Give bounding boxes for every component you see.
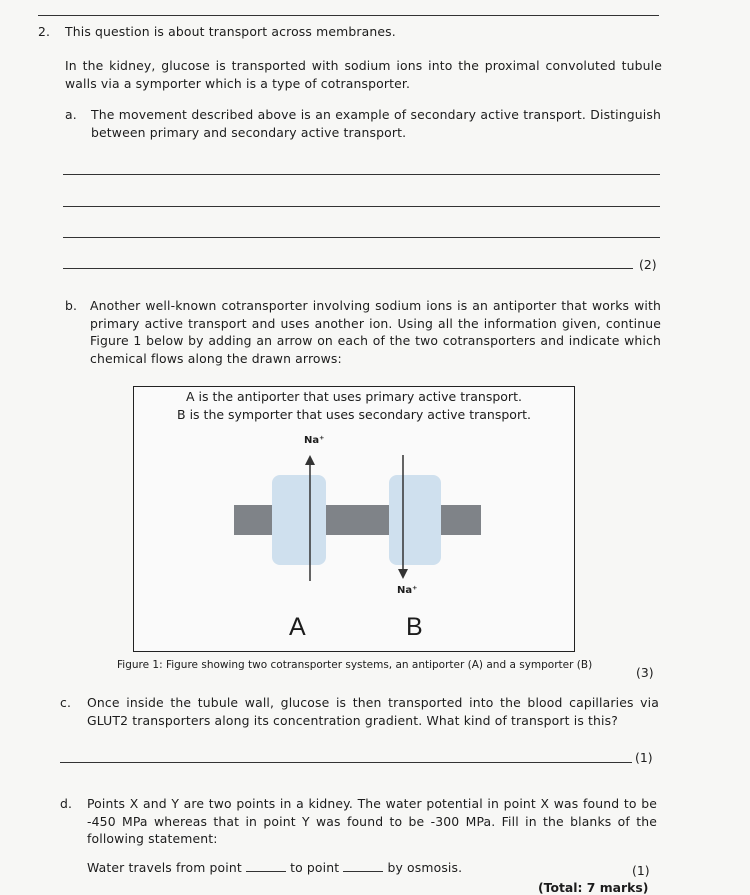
question-title: This question is about transport across membranes. xyxy=(65,24,396,39)
part-c-label: c. xyxy=(60,695,72,710)
answer-line-a3[interactable] xyxy=(63,237,660,238)
sentence-part-1: Water travels from point xyxy=(87,860,242,875)
part-d-marks: (1) xyxy=(632,863,650,878)
sentence-part-2: to point xyxy=(290,860,340,875)
sentence-part-3: by osmosis. xyxy=(387,860,463,875)
part-d-text: Points X and Y are two points in a kidney. The water potential in point X was found to be -450 MPa whereas that in point Y was found to be -300 MPa. Fill in the blanks of the following statement: xyxy=(87,796,657,846)
label-b: B xyxy=(406,613,423,641)
arrow-layer xyxy=(134,387,574,651)
ion-label-bottom: Na⁺ xyxy=(397,585,418,596)
figure-line-2: B is the symporter that uses secondary active transport. xyxy=(177,407,531,422)
part-a-text: The movement described above is an example of secondary active transport. Distinguish between primary and secondary active transport. xyxy=(91,107,661,140)
answer-line-c[interactable] xyxy=(60,762,632,763)
answer-line-a4[interactable] xyxy=(63,268,633,269)
ion-label-top: Na⁺ xyxy=(304,435,325,446)
part-a-marks: (2) xyxy=(639,257,657,272)
fill-in-sentence xyxy=(87,859,462,877)
blank-point-to[interactable] xyxy=(343,861,383,872)
part-b-text: Another well-known cotransporter involving sodium ions is an antiporter that works with primary active transport and uses another ion. Using all the information given, continue Figure 1 below by adding an arrow on each of the two cotransporters and indicate which chemical flows along the drawn arrows: xyxy=(90,298,661,366)
total-marks: (Total: 7 marks) xyxy=(538,880,649,895)
part-b-label: b. xyxy=(65,298,78,313)
blank-point-from[interactable] xyxy=(246,861,286,872)
part-c-marks: (1) xyxy=(635,750,653,765)
label-a: A xyxy=(289,613,306,641)
part-a-label: a. xyxy=(65,107,77,122)
arrow-down-b-head xyxy=(398,569,408,579)
part-c-text: Once inside the tubule wall, glucose is then transported into the blood capillaries via GLUT2 transporters along its concentration gradient. What kind of transport is this? xyxy=(87,695,659,728)
figure-1 xyxy=(133,386,575,652)
figure-line-1: A is the antiporter that uses primary active transport. xyxy=(186,389,522,404)
top-rule xyxy=(38,15,659,16)
answer-line-a1[interactable] xyxy=(63,174,660,175)
arrow-up-a-head xyxy=(305,455,315,465)
question-number: 2. xyxy=(38,24,51,39)
answer-line-a2[interactable] xyxy=(63,206,660,207)
part-b-marks: (3) xyxy=(636,665,654,680)
figure-caption: Figure 1: Figure showing two cotransporter systems, an antiporter (A) and a symporter (B) xyxy=(117,659,593,671)
question-intro: In the kidney, glucose is transported with sodium ions into the proximal convoluted tubule walls via a symporter which is a type of cotransporter. xyxy=(65,58,662,91)
part-d-label: d. xyxy=(60,796,73,811)
